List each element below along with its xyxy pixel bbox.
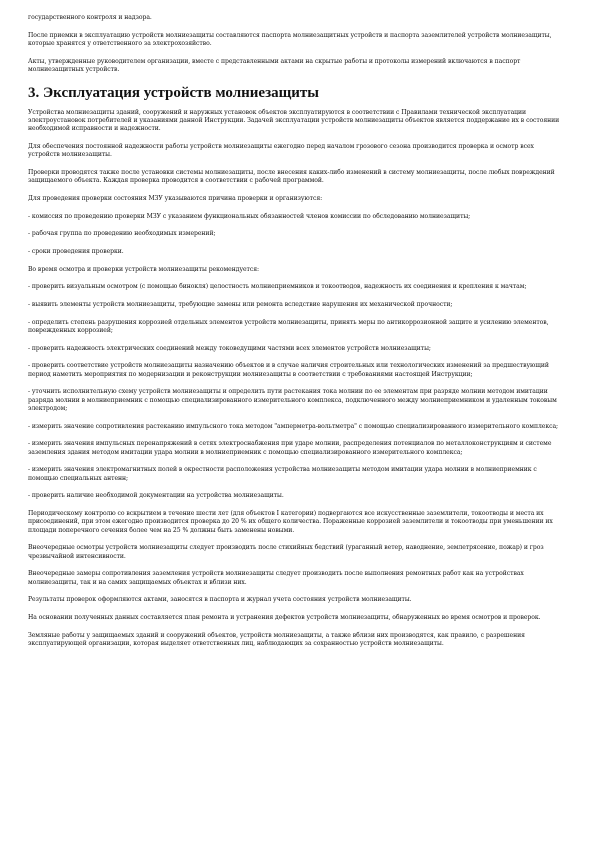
paragraph-inspection-recommendations: Во время осмотра и проверки устройств молниезащиты рекомендуется:: [28, 265, 260, 273]
paragraph-passports: После приемки в эксплуатацию устройств молниезащиты составляются паспорта молниезащитных устройств и паспорта заземлителей устройств молниезащиты, которые хранятся у ответственного за электрохозяйство.: [28, 31, 552, 47]
list-item-em-fields: - измерить значения электромагнитных полей в окрестности расположения устройства молниезащиты методом имитации удара молнии в молниеприемник с помощью специальных антенн;: [28, 466, 537, 482]
paragraph-earthworks: Земляные работы у защищаемых зданий и сооружений объектов, устройств молниезащиты, а также вблизи них производятся, как правило, с разрешения эксплуатирующей организации, которая выделяет ответственных лиц, наблюдающих за сохранностью устройств молниезащиты.: [28, 631, 525, 647]
list-item-resistance: - измерить значение сопротивления растеканию импульсного тока методом "амперметра-вольтметра" с помощью специализированного измерительного комплекса;: [28, 422, 559, 430]
list-item-work-group: - рабочая группа по проведению необходимых измерений;: [28, 230, 216, 238]
list-item-commission: - комиссия по проведению проверки МЗУ с указанием функциональных обязанностей членов комиссии по обследованию молниезащиты;: [28, 212, 471, 220]
list-item-replacement: - выявить элементы устройств молниезащиты, требующие замены или ремонта вследствие нарушения их механической прочности;: [28, 301, 453, 309]
list-item-corrosion: - определить степень разрушения коррозией отдельных элементов устройств молниезащиты, принять меры по антикоррозионной защите и усилению элементов, поврежденных коррозией;: [28, 318, 549, 335]
list-item-compliance: - проверить соответствие устройств молниезащиты назначению объектов и в случае наличия строительных или технологических изменений за предшествующий период наметить мероприятия по модернизации и реконструкции молниезащиты в соответствии с требованиями настоящей Инструкции;: [28, 362, 549, 378]
paragraph-repair-plan: На основании полученных данных составляется план ремонта и устранения дефектов устройств молниезащиты, обнаруженных во время осмотров и проверок.: [28, 613, 541, 621]
paragraph-periodic-control: Периодическому контролю со вскрытием в течение шести лет (для объектов I категории) подвергаются все искусственные заземлители, токоотводы и места их присоединений, при этом ежегодно производится проверка до 20 % их общего количества. Пораженные коррозией заземлители и токоотводы при уменьшении их площади поперечного сечения более чем на 25 % должны быть заменены новыми.: [28, 510, 553, 534]
list-item-deadlines: - сроки проведения проверки.: [28, 247, 124, 255]
document-page: [28, 14, 563, 658]
paragraph-acts: Акты, утвержденные руководителем организации, вместе с представленными актами на скрытые работы и протоколы измерений включаются в паспорт молниезащитных устройств.: [28, 57, 521, 73]
list-item-visual-check: - проверить визуальным осмотром (с помощью бинокля) целостность молниеприемников и токоотводов, надежность их соединения и крепления к мачтам;: [28, 283, 527, 291]
paragraph-extraordinary-inspections: Внеочередные осмотры устройств молниезащиты следует производить после стихийных бедствий (ураганный ветер, наводнение, землетрясение, пожар) и гроз чрезвычайной интенсивности.: [28, 544, 544, 560]
list-item-scheme: - уточнить исполнительную схему устройств молниезащиты и определить пути растекания тока молнии по ее элементам при разряде молнии методом имитации разряда молнии в молниеприемник с помощью специализированного измерительного комплекса, подключенного между молниеприемником и удаленным токовым электродом;: [28, 388, 557, 412]
paragraph-operation-intro: Устройства молниезащиты зданий, сооружений и наружных установок объектов эксплуатируются в соответствии с Правилами технической эксплуатации электроустановок потребителей и указаниями данной Инструкции. Задачей эксплуатации устройств молниезащиты объектов является поддержание их в состоянии необходимой исправности и надежности.: [28, 108, 560, 133]
paragraph-check-occasions: Проверки проводятся также после установки системы молниезащиты, после внесения каких-либо изменений в систему молниезащиты, после любых повреждений защищаемого объекта. Каждая проверка проводится в соответствии с рабочей программой.: [28, 168, 555, 185]
list-item-documentation: - проверить наличие необходимой документации на устройства молниезащиты.: [28, 492, 284, 500]
list-item-overvoltage: - измерить значения импульсных перенапряжений в сетях электроснабжения при ударе молнии, распределения потенциалов по металлоконструкциям и системе заземления здания методом имитации удара молнии в молниеприемник с помощью специализированного измерительного комплекса;: [28, 440, 552, 456]
section-title: 3. Эксплуатация устройств молниезащиты: [28, 84, 319, 101]
paragraph-control-authority: государственного контроля и надзора.: [28, 14, 152, 21]
list-item-connections: - проверить надежность электрических соединений между токоведущими частями всех элементов устройств молниезащиты;: [28, 344, 431, 352]
paragraph-annual-check: Для обеспечения постоянной надежности работы устройств молниезащиты ежегодно перед началом грозового сезона производится проверка и осмотр всех устройств молниезащиты.: [28, 142, 534, 159]
paragraph-results: Результаты проверок оформляются актами, заносятся в паспорта и журнал учета состояния устройств молниезащиты.: [28, 596, 412, 604]
paragraph-extraordinary-measurements: Внеочередные замеры сопротивления заземления устройств молниезащиты следует производить после выполнения ремонтных работ как на устройствах молниезащиты, так и на самих защищаемых объектах и вблизи них.: [28, 570, 524, 586]
paragraph-check-organization: Для проведения проверки состояния МЗУ указываются причина проверки и организуются:: [28, 194, 323, 202]
